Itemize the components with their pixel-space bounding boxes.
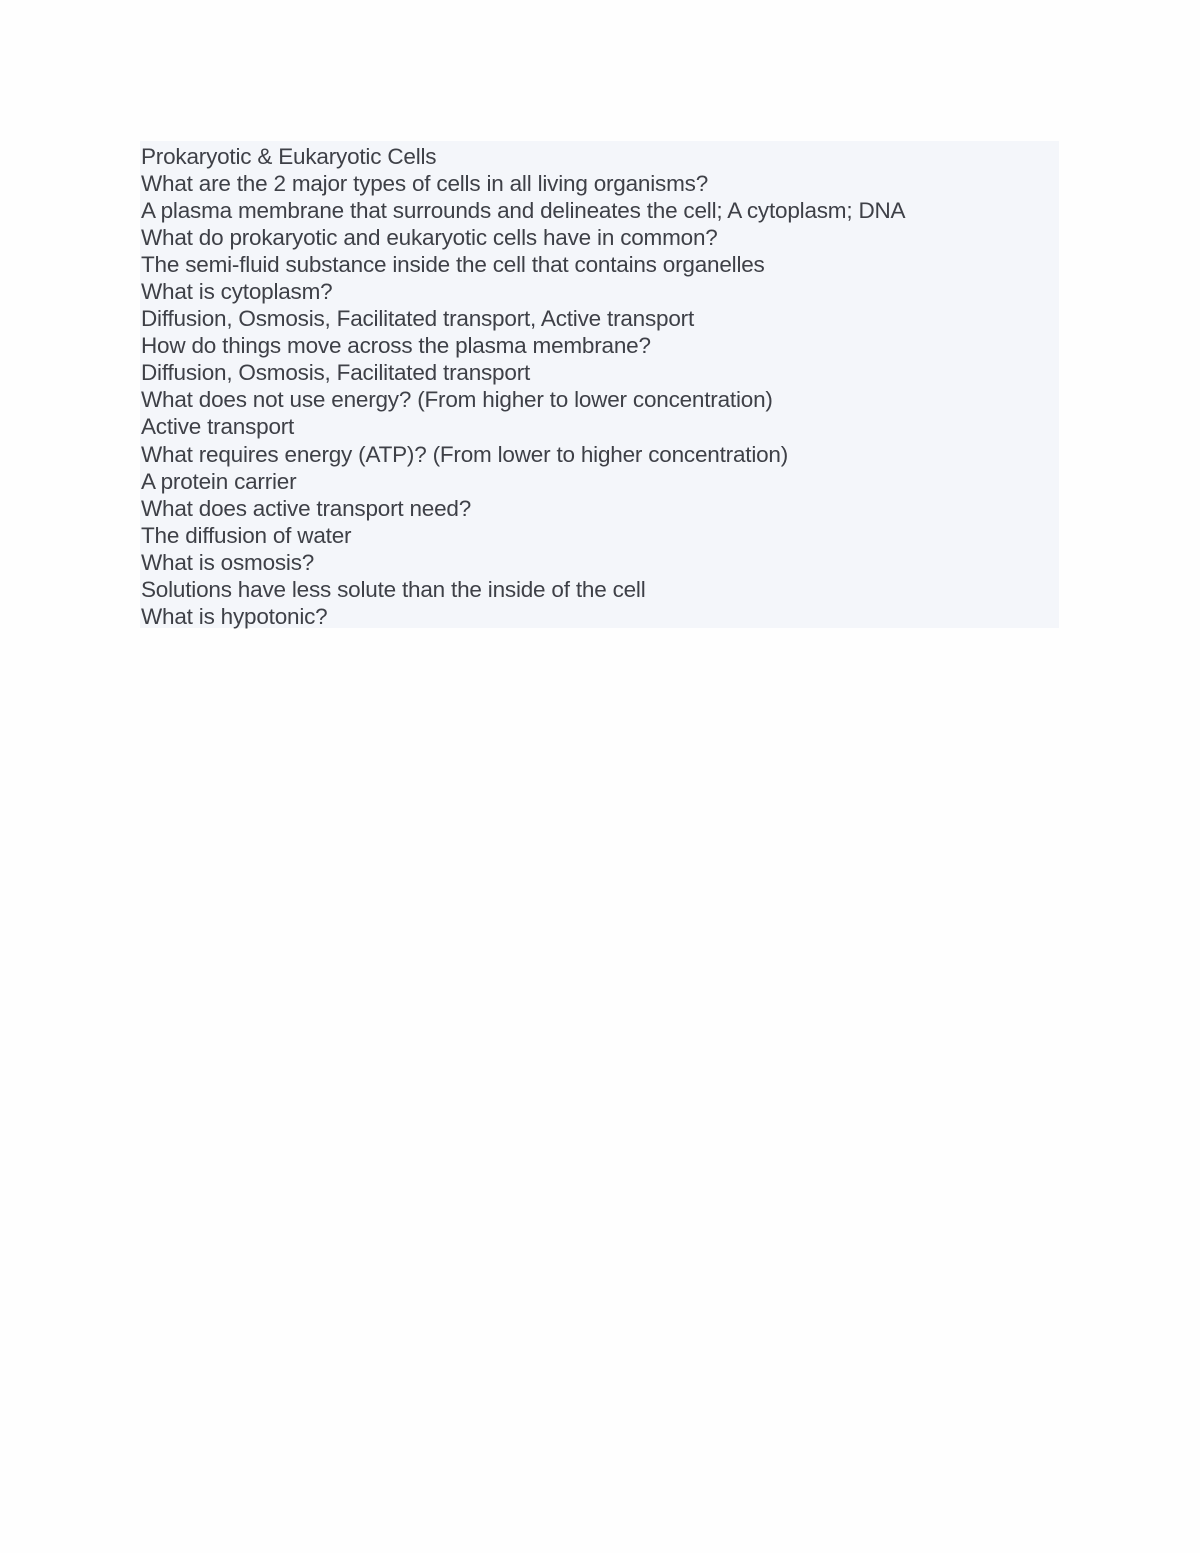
text-line: Diffusion, Osmosis, Facilitated transport, Active transport <box>141 306 695 332</box>
text-line: What do prokaryotic and eukaryotic cells have in common? <box>141 225 718 251</box>
text-line: Active transport <box>141 414 295 440</box>
text-line: What is cytoplasm? <box>141 279 333 305</box>
text-line: Diffusion, Osmosis, Facilitated transport <box>141 360 531 386</box>
text-line: What is hypotonic? <box>141 603 328 629</box>
document-title: Prokaryotic & Eukaryotic Cells <box>141 144 437 169</box>
text-line: What requires energy (ATP)? (From lower to higher concentration) <box>141 441 789 467</box>
text-line: What is osmosis? <box>141 549 315 575</box>
text-line: The semi-fluid substance inside the cell that contains organelles <box>141 252 765 278</box>
text-line: A plasma membrane that surrounds and delineates the cell; A cytoplasm; DNA <box>141 198 906 224</box>
text-line: A protein carrier <box>141 468 297 494</box>
flashcard-text-block <box>140 141 1059 628</box>
text-line: The diffusion of water <box>141 522 352 548</box>
text-line: What does active transport need? <box>141 495 472 521</box>
text-line: What are the 2 major types of cells in all living organisms? <box>141 171 709 197</box>
text-line: What does not use energy? (From higher to lower concentration) <box>141 387 773 413</box>
text-line: Solutions have less solute than the inside of the cell <box>141 576 646 602</box>
text-line: How do things move across the plasma membrane? <box>141 333 651 359</box>
